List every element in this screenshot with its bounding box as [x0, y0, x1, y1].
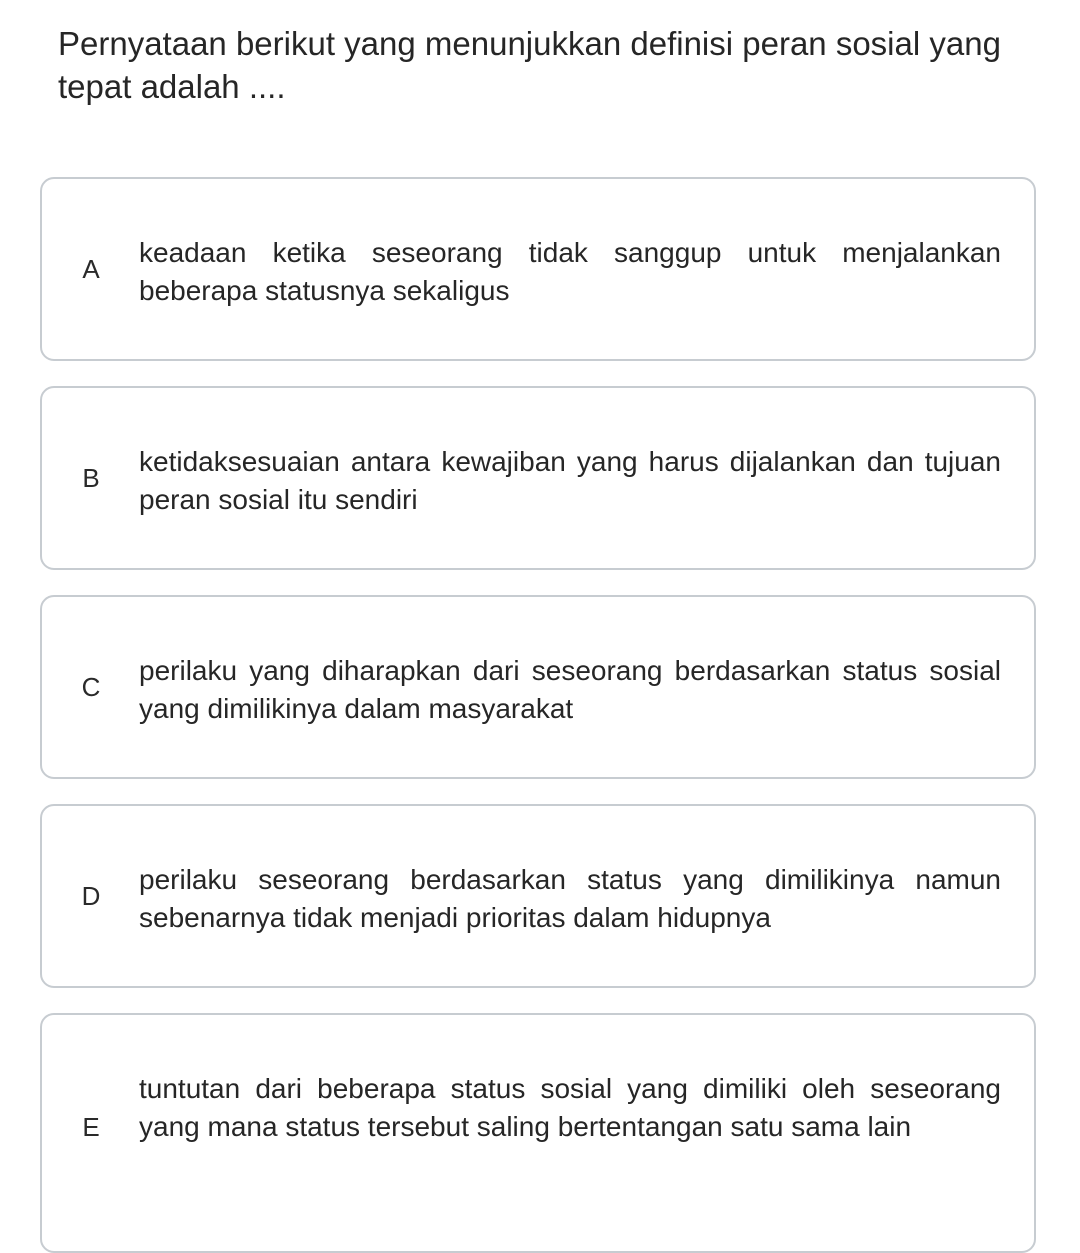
- answer-option-c[interactable]: [40, 595, 1036, 779]
- question-text: Pernyataan berikut yang menunjukkan definisi peran sosial yang tepat adalah ....: [58, 25, 1001, 105]
- option-letter: D: [81, 881, 101, 911]
- answer-option-a[interactable]: [40, 177, 1036, 361]
- option-text: keadaan ketika seseorang tidak sanggup untuk menjalankan beberapa statusnya sekaligus: [139, 237, 1001, 306]
- option-text: tuntutan dari beberapa status sosial yang dimiliki oleh seseorang yang mana status tersebut saling bertentangan satu sama lain: [139, 1073, 1001, 1142]
- answer-option-b[interactable]: [40, 386, 1036, 570]
- option-letter: C: [81, 672, 101, 702]
- answer-option-d[interactable]: [40, 804, 1036, 988]
- answer-option-e[interactable]: [40, 1013, 1036, 1253]
- option-letter: A: [82, 254, 100, 284]
- option-text: perilaku seseorang berdasarkan status yang dimilikinya namun sebenarnya tidak menjadi prioritas dalam hidupnya: [139, 864, 1001, 933]
- option-text: perilaku yang diharapkan dari seseorang berdasarkan status sosial yang dimilikinya dalam masyarakat: [139, 655, 1001, 724]
- option-letter: E: [82, 1112, 100, 1142]
- option-letter: B: [82, 463, 100, 493]
- option-text: ketidaksesuaian antara kewajiban yang harus dijalankan dan tujuan peran sosial itu sendiri: [139, 446, 1001, 515]
